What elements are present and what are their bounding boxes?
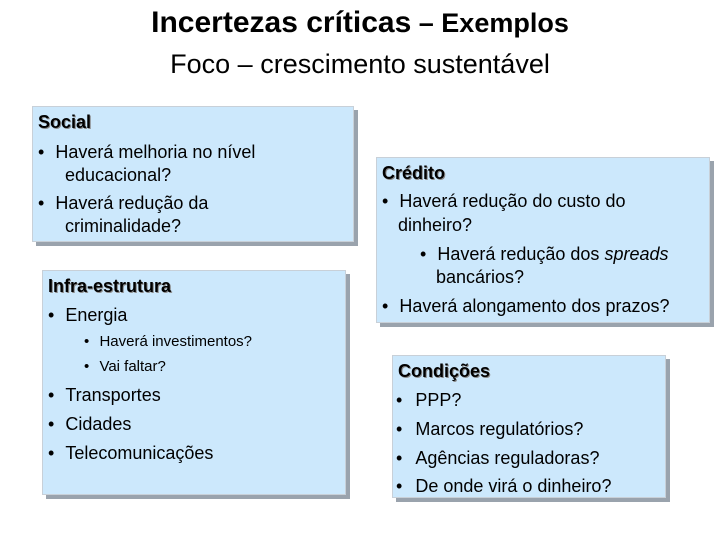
infra-item-cidades — [48, 412, 131, 436]
bullet: • — [396, 476, 403, 496]
infra-subitem-1 — [84, 331, 252, 353]
title-rest: – Exemplos — [411, 8, 569, 38]
credito-item-2-text: Haverá alongamento dos prazos? — [399, 296, 670, 316]
social-item-2-text: Haverá redução da — [55, 193, 209, 213]
social-item-2 — [38, 191, 208, 215]
condicoes-item-2-text: Marcos regulatórios? — [415, 419, 584, 439]
credito-item-1-cont: dinheiro? — [398, 215, 473, 235]
condicoes-item-4 — [396, 474, 611, 498]
credito-subitem-emphasis: spreads — [604, 244, 669, 264]
credito-subitem — [420, 242, 668, 266]
bullet: • — [84, 333, 90, 350]
credito-item-1-text: Haverá redução do custo do — [399, 191, 626, 211]
social-item-1-text: Haverá melhoria no nível — [55, 142, 256, 162]
social-item-2-cont: criminalidade? — [65, 216, 182, 236]
condicoes-item-1-text: PPP? — [415, 390, 462, 410]
condicoes-item-1 — [396, 388, 461, 412]
credito-item-2 — [382, 294, 670, 318]
infra-item-cidades-text: Cidades — [65, 414, 132, 434]
bullet: • — [48, 414, 55, 434]
credito-subitem-text: Haverá redução dos — [437, 244, 605, 264]
bullet: • — [382, 191, 389, 211]
infra-item-energia — [48, 303, 127, 327]
infra-heading: Infra-estrutura — [48, 276, 172, 296]
slide-subtitle: Foco – crescimento sustentável — [170, 49, 550, 79]
bullet: • — [396, 419, 403, 439]
bullet: • — [38, 142, 45, 162]
infra-item-telecom — [48, 441, 213, 465]
infra-item-transportes — [48, 383, 161, 407]
social-heading: Social — [38, 112, 92, 132]
infra-subitem-1-text: Haverá investimentos? — [99, 333, 253, 350]
title-main: Incertezas críticas — [151, 6, 412, 39]
credito-subitem-cont: bancários? — [436, 267, 525, 287]
condicoes-item-2 — [396, 417, 583, 441]
bullet: • — [48, 385, 55, 405]
bullet: • — [396, 390, 403, 410]
infra-subitem-2 — [84, 356, 166, 378]
social-item-1-cont: educacional? — [65, 165, 172, 185]
bullet: • — [84, 358, 90, 375]
bullet: • — [38, 193, 45, 213]
bullet: • — [48, 443, 55, 463]
bullet: • — [48, 305, 55, 325]
credito-heading: Crédito — [382, 163, 445, 183]
infra-item-transportes-text: Transportes — [65, 385, 161, 405]
condicoes-item-4-text: De onde virá o dinheiro? — [415, 476, 612, 496]
infra-item-telecom-text: Telecomunicações — [65, 443, 214, 463]
condicoes-heading: Condições — [398, 361, 491, 381]
condicoes-item-3-text: Agências reguladoras? — [415, 448, 600, 468]
infra-item-energia-text: Energia — [65, 305, 128, 325]
infra-subitem-2-text: Vai faltar? — [99, 358, 166, 375]
bullet: • — [382, 296, 389, 316]
condicoes-item-3 — [396, 446, 599, 470]
bullet: • — [420, 244, 427, 264]
slide-title — [0, 4, 720, 42]
bullet: • — [396, 448, 403, 468]
social-item-1 — [38, 140, 255, 164]
credito-item-1 — [382, 189, 625, 213]
